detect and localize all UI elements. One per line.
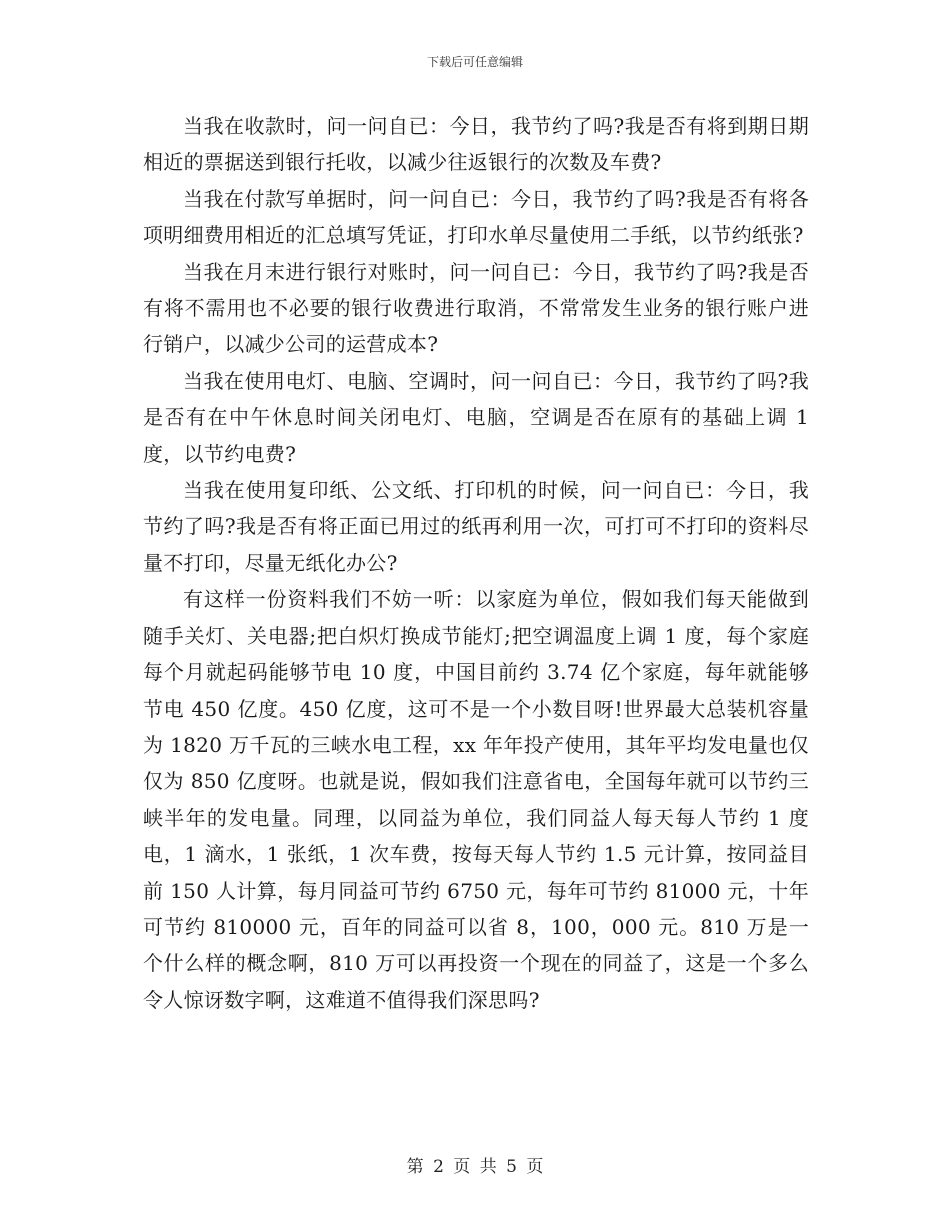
page-number: 第 2 页 共 5 页	[406, 1157, 544, 1177]
paragraph-paper: 当我在使用复印纸、公文纸、打印机的时候，问一问自已：今日，我节约了吗?我是否有将正面已用过的纸再利用一次，可打可不打印的资料尽量不打印，尽量无纸化办公?	[143, 478, 809, 575]
paragraph-statistics: 有这样一份资料我们不妨一听：以家庭为单位，假如我们每天能做到随手关灯、关电器;把白炽灯换成节能灯;把空调温度上调 1 度，每个家庭每个月就起码能够节电 10 度，中国目前约 3.74 亿个家庭，每年就能够节电 450 亿度。450 亿度，这可不是一个小数目呀!世界最大总装机容量为 1820 万千瓦的三峡水电工程，xx 年年投产使用，其年平均发电量也仅仅为 850 亿度呀。也就是说，假如我们注意省电，全国每年就可以节约三峡半年的发电量。同理，以同益为单位，我们同益人每天每人节约 1 度电，1 滴水，1 张纸，1 次车费，按每天每人节约 1.5 元计算，按同益目前 150 人计算，每月同益可节约 6750 元，每年可节约 81000 元，十年可节约 810000 元，百年的同益可以省 8，100，000 元。810 万是一个什么样的概念啊，810 万可以再投资一个现在的同益了，这是一个多么令人惊讶数字啊，这难道不值得我们深思吗?	[143, 587, 809, 1012]
paragraph-receiving: 当我在收款时，问一问自已：今日，我节约了吗?我是否有将到期日期相近的票据送到银行托收，以减少往返银行的次数及车费?	[143, 114, 809, 175]
paragraph-reconciliation: 当我在月末进行银行对账时，问一问自已：今日，我节约了吗?我是否有将不需用也不必要的银行收费进行取消，不常常发生业务的银行账户进行销户，以减少公司的运营成本?	[143, 259, 809, 357]
paragraph-payment: 当我在付款写单据时，问一问自已：今日，我节约了吗?我是否有将各项明细费用相近的汇总填写凭证，打印水单尽量使用二手纸，以节约纸张?	[143, 186, 809, 248]
paragraph-electricity: 当我在使用电灯、电脑、空调时，问一问自已：今日，我节约了吗?我是否有在中午休息时间关闭电灯、电脑，空调是否在原有的基础上调 1 度，以节约电费?	[143, 368, 809, 466]
page-header: 下载后可任意编辑	[426, 55, 523, 69]
document-body	[143, 108, 809, 1018]
